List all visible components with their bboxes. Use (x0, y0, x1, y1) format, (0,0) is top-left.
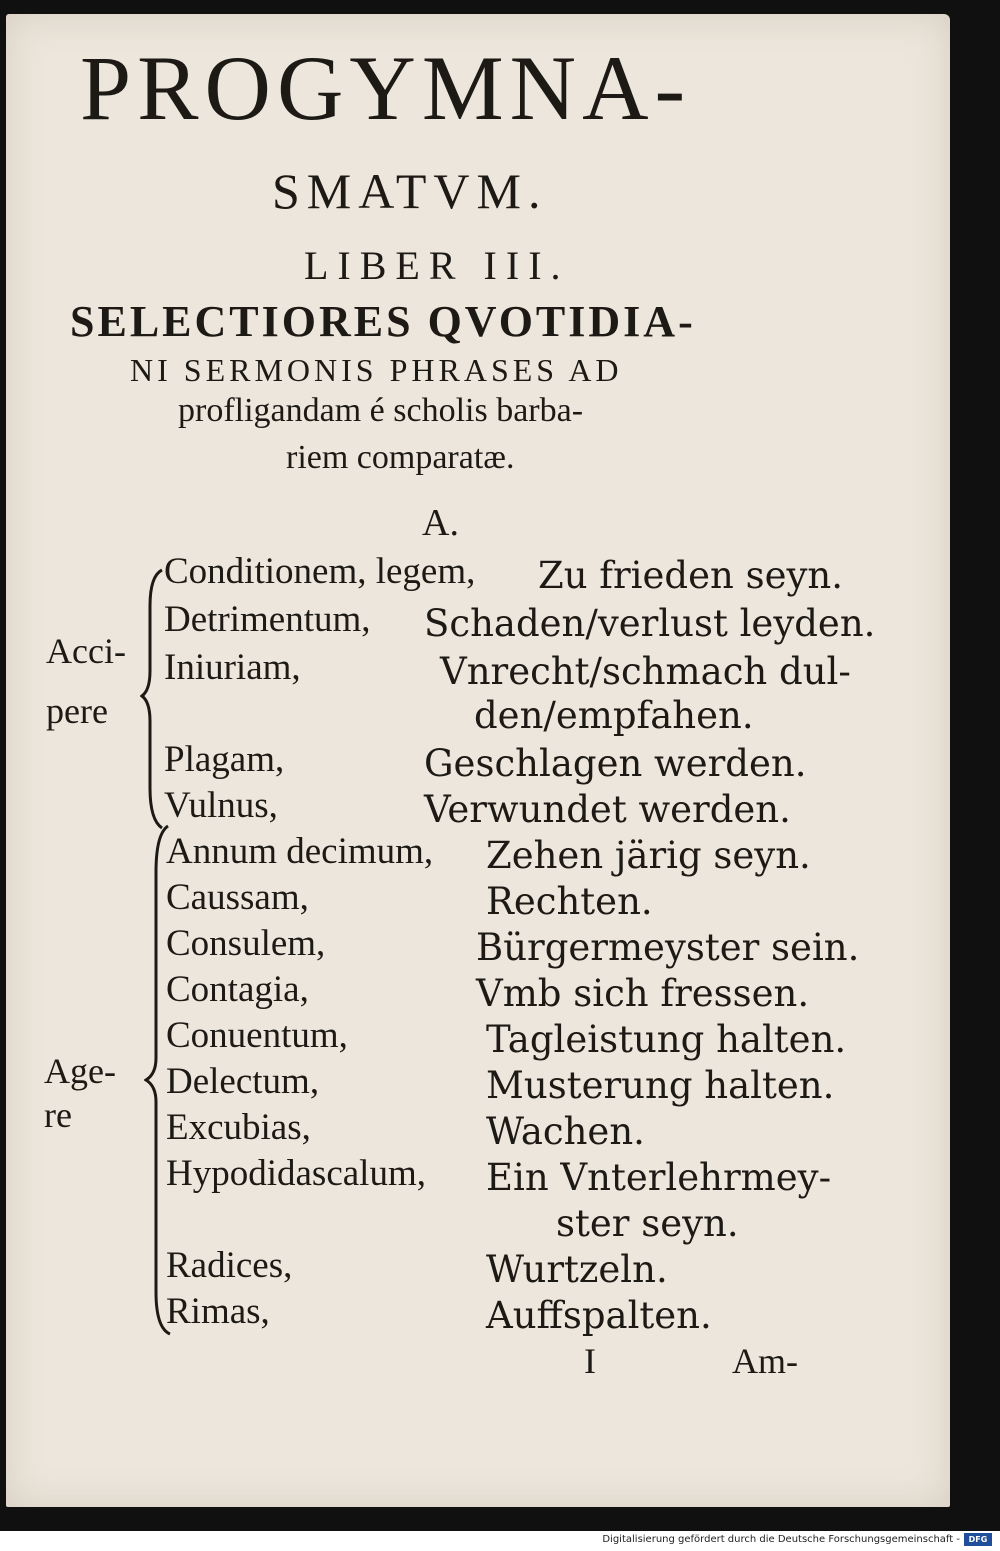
latin-phrase: Plagam, (164, 739, 285, 780)
german-translation: Geschlagen werden. (424, 742, 807, 785)
latin-phrase: Consulem, (166, 923, 326, 964)
german-translation: Zehen järig seyn. (486, 834, 811, 877)
catchword: Am- (732, 1341, 798, 1381)
dfg-logo: DFG (964, 1533, 992, 1546)
german-translation: Wachen. (486, 1110, 645, 1153)
german-translation: Musterung halten. (486, 1064, 835, 1107)
book-number: LIBER III. (304, 243, 570, 288)
latin-phrase: Conuentum, (166, 1015, 348, 1056)
german-translation: Schaden/verlust leyden. (424, 602, 876, 645)
latin-phrase: Contagia, (166, 969, 309, 1010)
german-translation: Rechten. (486, 880, 653, 923)
title-line-2: SMATVM. (272, 163, 548, 219)
latin-phrase: Iniuriam, (164, 647, 301, 688)
german-translation: Auffspalten. (486, 1294, 712, 1337)
brace-accipere (140, 566, 166, 832)
latin-phrase: Radices, (166, 1245, 293, 1286)
heading-line-3: profligandam é scholis barba- (178, 392, 584, 429)
latin-phrase: Rimas, (166, 1291, 270, 1332)
latin-phrase: Delectum, (166, 1061, 320, 1102)
funding-credit: Digitalisierung gefördert durch die Deutsche Forschungsgemeinschaft - (602, 1534, 960, 1545)
title-line-1: PROGYMNA- (80, 37, 692, 139)
german-translation: Verwundet werden. (424, 788, 791, 831)
heading-line-4: riem comparatæ. (286, 439, 515, 476)
signature-mark: I (584, 1341, 596, 1381)
section-letter: A. (422, 502, 459, 544)
heading-line-2: NI SERMONIS PHRASES AD (130, 352, 623, 388)
verb-agere-part1: Age- (44, 1051, 116, 1091)
german-translation: Bürgermeyster sein. (476, 926, 860, 969)
verb-agere-part2: re (44, 1095, 72, 1135)
book-page (6, 14, 950, 1507)
verb-accipere-part2: pere (46, 691, 108, 731)
heading-line-1: SELECTIORES QVOTIDIA- (70, 297, 696, 346)
german-translation: Tagleistung halten. (486, 1018, 847, 1061)
verb-accipere-part1: Acci- (46, 631, 126, 671)
latin-phrase: Detrimentum, (164, 599, 371, 640)
latin-phrase: Conditionem, legem, (164, 551, 476, 592)
german-translation-continued: ster seyn. (556, 1202, 739, 1245)
latin-phrase: Annum decimum, (166, 831, 434, 872)
german-translation: Ein Vnterlehrmey- (486, 1156, 832, 1199)
german-translation-continued: den/empfahen. (474, 694, 754, 737)
german-translation: Zu frieden seyn. (538, 554, 843, 597)
latin-phrase: Caussam, (166, 877, 309, 918)
latin-phrase: Hypodidascalum, (166, 1153, 426, 1194)
german-translation: Vmb sich fressen. (476, 972, 810, 1015)
german-translation: Wurtzeln. (486, 1248, 668, 1291)
german-translation: Vnrecht/schmach dul- (440, 650, 851, 693)
latin-phrase: Excubias, (166, 1107, 311, 1148)
latin-phrase: Vulnus, (164, 785, 278, 826)
